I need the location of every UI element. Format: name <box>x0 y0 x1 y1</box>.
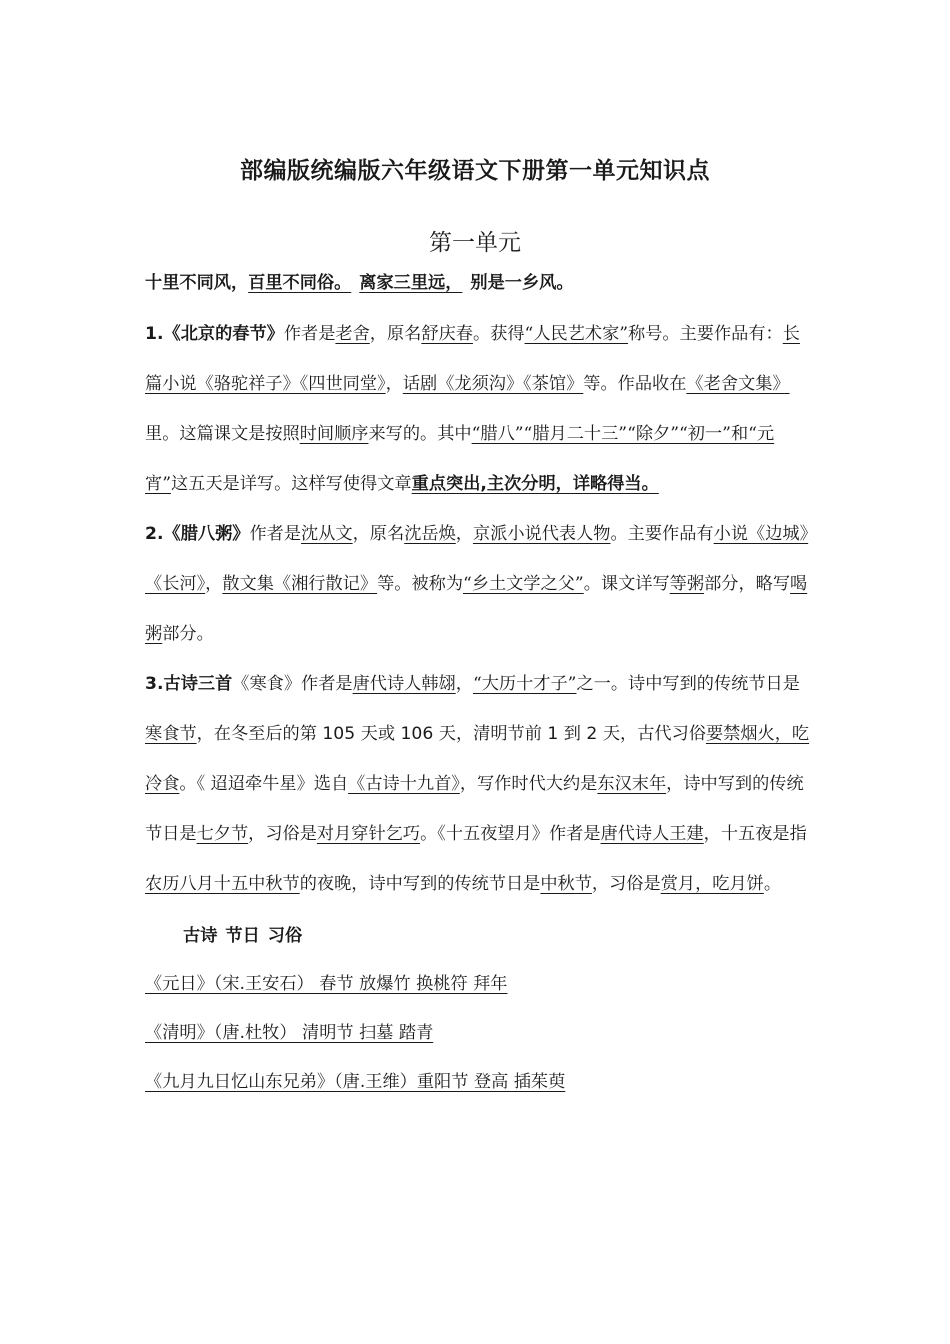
proverb-a: 十里不同风， <box>145 273 249 293</box>
proverb-line <box>145 266 810 300</box>
work-title: 《腊八粥》 <box>163 524 250 544</box>
paragraph-3: 3.古诗三首《寒食》作者是唐代诗人韩翃，“大历十才子”之一。诗中写到的传统节日是寒食节，在冬至后的第 105 天或 106 天，清明节前 1 到 2 天，古代习俗要禁烟火，吃冷食。《 迢迢牵牛星》选自《古诗十九首》，写作时代大约是东汉末年，诗中写到的传统节日是七夕节，习俗是对月穿针乞巧。《十五夜望月》作者是唐代诗人王建，十五夜是指农历八月十五中秋节的夜晚，诗中写到的传统节日是中秋节，习俗是赏月，吃月饼。 <box>145 674 810 894</box>
work-title: 《北京的春节》 <box>163 324 284 344</box>
header-poem: 古诗 <box>183 926 218 946</box>
proverb-d: 别是一乡风。 <box>470 273 574 293</box>
header-festival: 节日 <box>225 926 260 946</box>
document-body <box>145 266 810 1107</box>
paragraph-1: 1.《北京的春节》作者是老舍，原名舒庆春。获得“人民艺术家”称号。主要作品有：长篇小说《骆驼祥子》《四世同堂》，话剧《龙须沟》《茶馆》等。作品收在《老舍文集》里。这篇课文是按照时间顺序来写的。其中“腊八”“腊月二十三”“除夕”“初一”和“元宵”这五天是详写。这样写使得文章重点突出,主次分明，详略得当。 <box>145 324 800 494</box>
table-row: 《九月九日忆山东兄弟》（唐.王维）重阳节 登高 插茱萸 <box>145 1072 566 1092</box>
table-row: 《清明》（唐.杜牧） 清明节 扫墓 踏青 <box>145 1023 434 1043</box>
paragraph-2: 2.《腊八粥》作者是沈从文，原名沈岳焕，京派小说代表人物。主要作品有小说《边城》《长河》，散文集《湘行散记》等。被称为“乡土文学之父”。课文详写等粥部分，略写喝粥部分。 <box>145 524 809 644</box>
proverb-c: 离家三里远， <box>359 273 463 293</box>
header-custom: 习俗 <box>267 926 303 946</box>
section-head: 古诗三首 <box>163 674 233 694</box>
table-header <box>145 912 810 960</box>
proverb-b: 百里不同俗。 <box>248 273 352 293</box>
unit-heading: 第一单元 <box>429 230 521 256</box>
page-title: 部编版统编版六年级语文下册第一单元知识点 <box>240 158 710 184</box>
table-row: 《元日》（宋.王安石） 春节 放爆竹 换桃符 拜年 <box>145 974 508 994</box>
